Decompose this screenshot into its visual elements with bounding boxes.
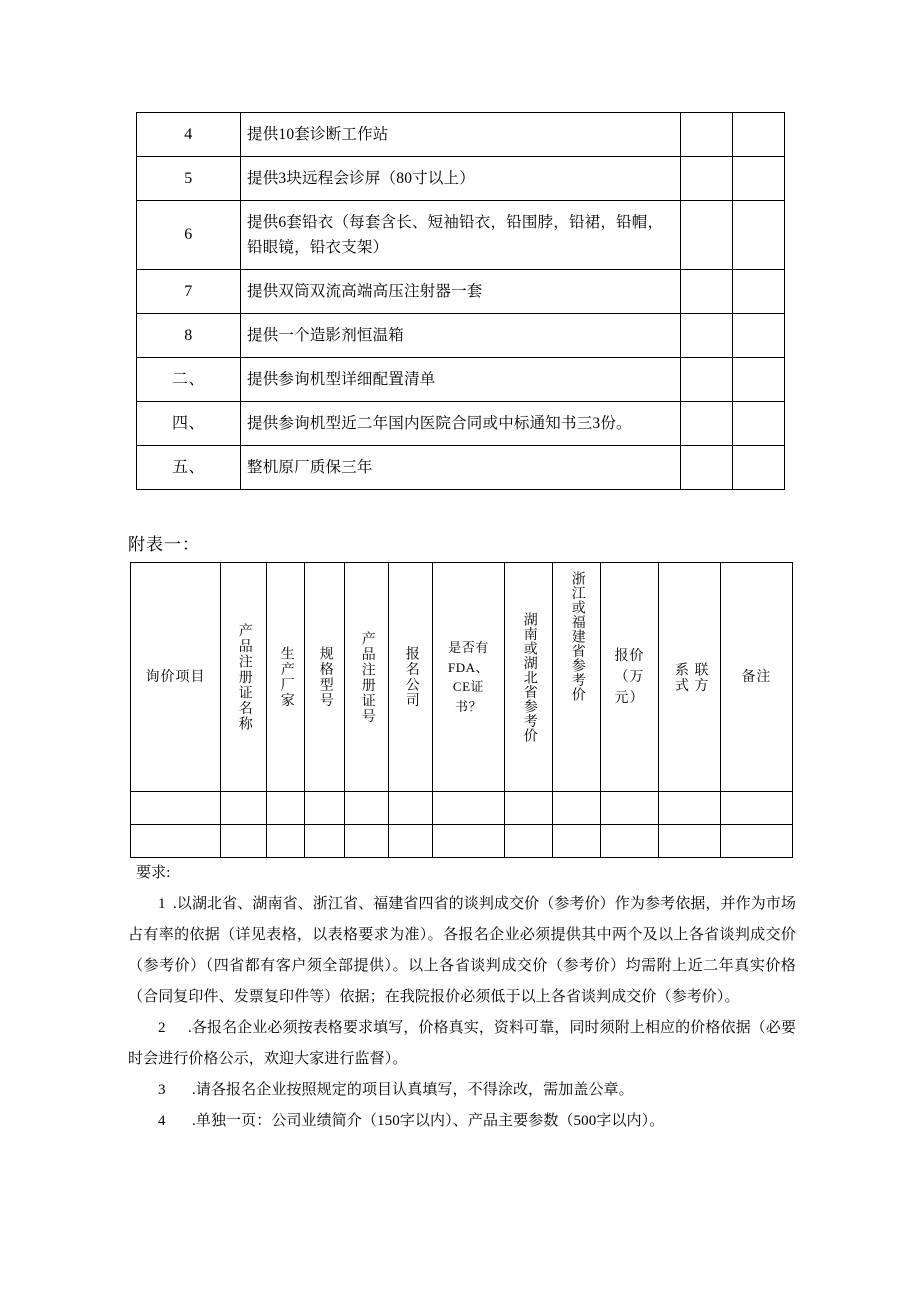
table-row <box>137 157 785 201</box>
table-row <box>137 113 785 157</box>
inquiry-cell[interactable] <box>721 825 793 858</box>
requirement-number-1: 1 <box>158 896 166 912</box>
requirements-label: 要求: <box>136 865 171 881</box>
inquiry-cell[interactable] <box>305 825 345 858</box>
inquiry-table-wrapper <box>130 562 792 858</box>
table-row <box>137 270 785 314</box>
inquiry-cell[interactable] <box>131 825 221 858</box>
inquiry-header-spec-model <box>305 563 345 792</box>
inquiry-cell[interactable] <box>505 825 553 858</box>
inquiry-header-remark-label: 备注 <box>741 669 772 685</box>
spec-row-col4 <box>733 358 785 402</box>
inquiry-header-item <box>131 563 221 792</box>
spec-row-col4 <box>733 157 785 201</box>
spec-row-col4 <box>733 446 785 490</box>
inquiry-cell[interactable] <box>601 792 659 825</box>
requirement-number-4: 4 <box>158 1113 166 1129</box>
requirement-item-4 <box>128 1106 796 1137</box>
spec-row-desc: 整机原厂质保三年 <box>241 446 681 490</box>
spec-row-col3 <box>681 446 733 490</box>
requirement-text-1: 以湖北省、湖南省、浙江省、福建省四省的谈判成交价（参考价）作为参考依据，并作为市场占有率的依据（详见表格，以表格要求为准）。各报名企业必须提供其中两个及以上各省谈判成交价（参考价）（四省都有客户须全部提供）。以上各省谈判成交价（参考价）均需附上近二年真实价格（合同复印件、发票复印件等）依据；在我院报价必须低于以上各省谈判成交价（参考价）。 <box>128 896 796 1005</box>
inquiry-header-contact <box>659 563 721 792</box>
inquiry-cell[interactable] <box>305 792 345 825</box>
inquiry-cell[interactable] <box>553 792 601 825</box>
inquiry-cell[interactable] <box>221 825 267 858</box>
requirements-section <box>128 858 796 1137</box>
spec-row-no: 6 <box>137 201 241 270</box>
spec-row-col3 <box>681 358 733 402</box>
inquiry-cell[interactable] <box>433 825 505 858</box>
table-row <box>137 402 785 446</box>
inquiry-header-spec-model-label: 规格型号 <box>317 646 333 708</box>
requirement-dot-1: . <box>173 896 177 912</box>
inquiry-header-row <box>131 563 793 792</box>
inquiry-header-zhejiang-fujian-ref <box>553 563 601 792</box>
spec-row-desc: 提供双筒双流高端高压注射器一套 <box>241 270 681 314</box>
inquiry-cell[interactable] <box>267 792 305 825</box>
inquiry-header-hunan-hubei-ref-label: 湖南或湖北省参考价 <box>521 611 537 743</box>
inquiry-cell[interactable] <box>345 792 389 825</box>
spec-row-col4 <box>733 113 785 157</box>
requirement-number-2: 2 <box>158 1020 166 1036</box>
requirement-item-2 <box>128 1013 796 1075</box>
inquiry-cell[interactable] <box>659 792 721 825</box>
inquiry-header-zhejiang-fujian-ref-label: 浙江或福建省参考价 <box>569 571 585 702</box>
table-row <box>131 825 793 858</box>
spec-row-col4 <box>733 314 785 358</box>
requirement-text-2: 各报名企业必须按表格要求填写，价格真实，资料可靠，同时须附上相应的价格依据（必要时会进行价格公示，欢迎大家进行监督）。 <box>128 1020 796 1067</box>
inquiry-header-manufacturer <box>267 563 305 792</box>
spec-row-col4 <box>733 402 785 446</box>
inquiry-header-fda-ce-label: 是否有 FDA、 CE证 书？ <box>447 640 489 714</box>
inquiry-cell[interactable] <box>267 825 305 858</box>
spec-row-no: 五、 <box>137 446 241 490</box>
inquiry-cell[interactable] <box>721 792 793 825</box>
spec-row-col3 <box>681 314 733 358</box>
inquiry-header-reg-cert-no-label: 产品注册证号 <box>359 630 375 724</box>
spec-row-desc: 提供参询机型近二年国内医院合同或中标通知书三3份。 <box>241 402 681 446</box>
inquiry-header-fda-ce <box>433 563 505 792</box>
inquiry-table <box>130 562 793 858</box>
spec-row-desc: 提供3块远程会诊屏（80寸以上） <box>241 157 681 201</box>
inquiry-cell[interactable] <box>601 825 659 858</box>
inquiry-cell[interactable] <box>345 825 389 858</box>
spec-row-desc: 提供参询机型详细配置清单 <box>241 358 681 402</box>
spec-row-desc: 提供10套诊断工作站 <box>241 113 681 157</box>
attachment-heading: 附表一： <box>128 535 200 554</box>
spec-table-wrapper <box>136 112 784 490</box>
inquiry-header-contact-label: 联方 系式 <box>673 661 708 693</box>
inquiry-cell[interactable] <box>389 825 433 858</box>
requirement-item-1 <box>128 889 796 1013</box>
requirement-text-4: 单独一页：公司业绩简介（150字以内）、产品主要参数（500字以内）。 <box>195 1113 665 1129</box>
spec-row-col3 <box>681 402 733 446</box>
inquiry-cell[interactable] <box>389 792 433 825</box>
requirement-dot-3: . <box>192 1082 196 1098</box>
spec-row-col4 <box>733 201 785 270</box>
inquiry-header-applicant-company-label: 报名公司 <box>403 646 419 708</box>
spec-row-col3 <box>681 201 733 270</box>
inquiry-header-reg-cert-name <box>221 563 267 792</box>
table-row <box>137 358 785 402</box>
spec-table <box>136 112 785 490</box>
inquiry-header-manufacturer-label: 生产厂家 <box>278 646 294 708</box>
inquiry-header-quote-price <box>601 563 659 792</box>
inquiry-cell[interactable] <box>505 792 553 825</box>
spec-row-no: 5 <box>137 157 241 201</box>
table-row <box>137 201 785 270</box>
inquiry-cell[interactable] <box>433 792 505 825</box>
spec-row-no: 二、 <box>137 358 241 402</box>
inquiry-header-quote-price-label: 报价 （万 元） <box>614 648 645 706</box>
inquiry-header-reg-cert-name-label: 产品注册证名称 <box>236 622 252 732</box>
spec-row-col3 <box>681 157 733 201</box>
spec-row-desc: 提供6套铅衣（每套含长、短袖铅衣，铅围脖，铅裙，铅帽，铅眼镜，铅衣支架） <box>241 201 681 270</box>
requirement-dot-4: . <box>192 1113 196 1129</box>
inquiry-cell[interactable] <box>131 792 221 825</box>
spec-row-col3 <box>681 113 733 157</box>
requirement-text-3: 请各报名企业按照规定的项目认真填写，不得涂改，需加盖公章。 <box>195 1082 634 1098</box>
spec-row-col4 <box>733 270 785 314</box>
inquiry-cell[interactable] <box>659 825 721 858</box>
spec-row-no: 8 <box>137 314 241 358</box>
inquiry-cell[interactable] <box>553 825 601 858</box>
inquiry-header-hunan-hubei-ref <box>505 563 553 792</box>
inquiry-header-item-label: 询价项目 <box>145 669 206 685</box>
table-row <box>131 792 793 825</box>
inquiry-header-remark <box>721 563 793 792</box>
spec-row-no: 4 <box>137 113 241 157</box>
inquiry-header-reg-cert-no <box>345 563 389 792</box>
spec-row-no: 7 <box>137 270 241 314</box>
spec-row-desc: 提供一个造影剂恒温箱 <box>241 314 681 358</box>
requirement-dot-2: . <box>188 1020 192 1036</box>
spec-row-col3 <box>681 270 733 314</box>
inquiry-header-applicant-company <box>389 563 433 792</box>
table-row <box>137 446 785 490</box>
table-row <box>137 314 785 358</box>
requirement-number-3: 3 <box>158 1082 166 1098</box>
inquiry-cell[interactable] <box>221 792 267 825</box>
spec-row-no: 四、 <box>137 402 241 446</box>
requirement-item-3 <box>128 1075 796 1106</box>
